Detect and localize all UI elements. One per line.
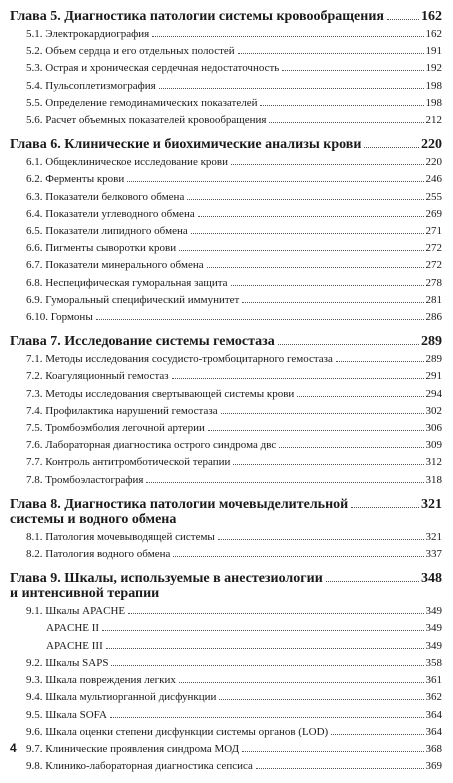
- entry-page-number: 302: [425, 404, 442, 417]
- dot-leader: [106, 648, 424, 649]
- dot-leader: [146, 482, 423, 483]
- dot-leader: [238, 53, 424, 54]
- dot-leader: [231, 285, 424, 286]
- toc-entry: [10, 206, 442, 223]
- dot-leader: [351, 507, 419, 508]
- toc-entry: [10, 386, 442, 403]
- dot-leader: [242, 751, 423, 752]
- entry-title: 9.2. Шкалы SAPS: [26, 656, 109, 669]
- toc-entry: [10, 689, 442, 706]
- toc-entry: [10, 275, 442, 292]
- toc-entry: [10, 309, 442, 326]
- entry-title: 6.1. Общеклиническое исследование крови: [26, 156, 228, 169]
- toc-entry: [10, 437, 442, 454]
- entry-title: APACHE III: [46, 639, 103, 652]
- toc-entry: [10, 171, 442, 188]
- dot-leader: [128, 613, 423, 614]
- entry-page-number: 364: [425, 725, 442, 738]
- entry-title: 7.6. Лабораторная диагностика острого синдрома двс: [26, 439, 277, 452]
- chapter-heading: [10, 497, 442, 527]
- entry-page-number: 198: [425, 79, 442, 92]
- toc-chapter: [10, 571, 442, 775]
- entry-page-number: 272: [425, 242, 442, 255]
- entry-title: 6.5. Показатели липидного обмена: [26, 225, 188, 238]
- entry-page-number: 269: [425, 207, 442, 220]
- chapter-title: Глава 7. Исследование системы гемостаза: [10, 334, 275, 350]
- entry-title: 6.7. Показатели минерального обмена: [26, 259, 204, 272]
- dot-leader: [172, 378, 424, 379]
- toc-entry: [10, 223, 442, 240]
- toc-entry: [10, 603, 442, 620]
- entry-page-number: 369: [425, 760, 442, 773]
- toc-chapter: [10, 497, 442, 563]
- chapter-heading: [10, 334, 442, 349]
- toc-entry: [10, 758, 442, 775]
- entry-page-number: 309: [425, 439, 442, 452]
- toc-chapter: [10, 137, 442, 326]
- dot-leader: [96, 319, 424, 320]
- entry-title: 6.4. Показатели углеводного обмена: [26, 207, 195, 220]
- entry-page-number: 362: [425, 691, 442, 704]
- toc-entry: [10, 351, 442, 368]
- entry-title: 7.4. Профилактика нарушений гемостаза: [26, 404, 218, 417]
- entry-page-number: 294: [425, 387, 442, 400]
- dot-leader: [219, 699, 423, 700]
- toc-entry: [10, 741, 442, 758]
- entry-title: APACHE II: [46, 622, 100, 635]
- dot-leader: [278, 344, 419, 345]
- toc-entry: [10, 368, 442, 385]
- dot-leader: [102, 630, 423, 631]
- entry-title: 6.2. Ферменты крови: [26, 173, 125, 186]
- dot-leader: [242, 302, 423, 303]
- dot-leader: [297, 396, 423, 397]
- chapter-page-number: 162: [421, 9, 442, 24]
- entry-title: 5.5. Определение гемодинамических показателей: [26, 96, 258, 109]
- entry-title: 5.1. Электрокардиография: [26, 28, 150, 40]
- page-number: 4: [10, 741, 17, 755]
- entry-page-number: 289: [425, 353, 442, 366]
- entry-page-number: 318: [425, 473, 442, 486]
- toc-entry: [10, 60, 442, 77]
- chapter-title: Глава 5. Диагностика патологии системы кровообращения: [10, 9, 384, 24]
- entry-title: 5.4. Пульсоплетизмография: [26, 79, 156, 92]
- dot-leader: [279, 447, 423, 448]
- chapter-title: Глава 9. Шкалы, используемые в анестезиологии и интенсивной терапии: [10, 571, 323, 602]
- chapter-heading: [10, 571, 442, 601]
- entry-title: 7.1. Методы исследования сосудисто-тромбоцитарного гемостаза: [26, 353, 333, 366]
- dot-leader: [256, 768, 424, 769]
- entry-page-number: 278: [425, 276, 442, 289]
- chapter-heading: [10, 137, 442, 152]
- toc-entry: [10, 403, 442, 420]
- entry-title: 7.2. Коагуляционный гемостаз: [26, 370, 169, 383]
- entry-page-number: 349: [425, 622, 442, 635]
- dot-leader: [326, 581, 419, 582]
- entry-title: 7.3. Методы исследования свертывающей системы крови: [26, 387, 295, 400]
- toc-entry: [10, 189, 442, 206]
- entry-title: 9.6. Шкала оценки степени дисфункции системы органов (LOD): [26, 725, 329, 738]
- entry-page-number: 312: [425, 456, 442, 469]
- entry-title: 5.3. Острая и хроническая сердечная недостаточность: [26, 62, 280, 75]
- entry-page-number: 272: [425, 259, 442, 272]
- entry-page-number: 349: [425, 605, 442, 618]
- toc-entry: [10, 454, 442, 471]
- dot-leader: [173, 556, 423, 557]
- dot-leader: [191, 233, 424, 234]
- entry-page-number: 286: [425, 311, 442, 324]
- entry-title: 9.3. Шкала повреждения легких: [26, 674, 176, 687]
- dot-leader: [152, 36, 423, 37]
- entry-title: 9.5. Шкала SOFA: [26, 708, 107, 721]
- toc-entry: [10, 620, 442, 637]
- dot-leader: [127, 181, 423, 182]
- dot-leader: [221, 413, 424, 414]
- dot-leader: [233, 464, 423, 465]
- dot-leader: [387, 19, 419, 20]
- entry-page-number: 361: [425, 674, 442, 687]
- toc-entry: [10, 43, 442, 60]
- toc-entry: [10, 420, 442, 437]
- entry-title: 9.8. Клинико-лабораторная диагностика сепсиса: [26, 760, 253, 773]
- toc-chapter: [10, 9, 442, 129]
- dot-leader: [111, 665, 423, 666]
- entry-page-number: 212: [425, 114, 442, 127]
- entry-page-number: 246: [425, 173, 442, 186]
- chapter-heading: [10, 9, 442, 24]
- chapter-title: Глава 6. Клинические и биохимические анализы крови: [10, 137, 362, 153]
- entry-page-number: 191: [425, 45, 442, 58]
- entry-title: 9.1. Шкалы APACHE: [26, 605, 126, 618]
- entry-page-number: 255: [425, 190, 442, 203]
- entry-title: 9.4. Шкала мультиорганной дисфункции: [26, 691, 217, 704]
- entry-page-number: 281: [425, 293, 442, 306]
- chapter-page-number: 321: [421, 496, 442, 512]
- entry-page-number: 321: [425, 530, 442, 543]
- dot-leader: [364, 147, 419, 148]
- toc-entry: [10, 638, 442, 655]
- table-of-contents: [10, 9, 442, 783]
- dot-leader: [231, 164, 424, 165]
- dot-leader: [260, 105, 423, 106]
- toc-entry: [10, 95, 442, 112]
- entry-title: 6.3. Показатели белкового обмена: [26, 190, 185, 203]
- toc-entry: [10, 78, 442, 95]
- entry-title: 6.10. Гормоны: [26, 311, 93, 324]
- toc-entry: [10, 655, 442, 672]
- entry-page-number: 368: [425, 742, 442, 755]
- toc-entry: [10, 257, 442, 274]
- entry-title: 6.9. Гуморальный специфический иммунитет: [26, 293, 240, 306]
- chapter-title: Глава 8. Диагностика патологии мочевыделительной системы и водного обмена: [10, 496, 349, 527]
- chapter-page-number: 289: [421, 334, 442, 350]
- entry-page-number: 364: [425, 708, 442, 721]
- entry-page-number: 271: [425, 225, 442, 238]
- toc-entry: [10, 26, 442, 43]
- dot-leader: [282, 70, 423, 71]
- dot-leader: [110, 717, 424, 718]
- dot-leader: [218, 539, 424, 540]
- toc-entry: [10, 672, 442, 689]
- dot-leader: [207, 267, 424, 268]
- entry-title: 7.7. Контроль антитромботической терапии: [26, 456, 231, 469]
- entry-page-number: 198: [425, 96, 442, 109]
- entry-title: 9.7. Клинические проявления синдрома МОД: [26, 742, 240, 755]
- entry-title: 6.6. Пигменты сыворотки крови: [26, 242, 177, 255]
- toc-entry: [10, 529, 442, 546]
- toc-entry: [10, 112, 442, 129]
- dot-leader: [159, 88, 424, 89]
- chapter-page-number: 348: [421, 571, 442, 587]
- entry-title: 7.8. Тромбоэластография: [26, 473, 144, 486]
- toc-entry: [10, 292, 442, 309]
- entry-page-number: 291: [425, 370, 442, 383]
- toc-chapter: [10, 334, 442, 489]
- dot-leader: [208, 430, 424, 431]
- toc-entry: [10, 154, 442, 171]
- dot-leader: [331, 734, 423, 735]
- entry-title: 5.2. Объем сердца и его отдельных полостей: [26, 45, 235, 58]
- dot-leader: [179, 682, 424, 683]
- dot-leader: [179, 250, 423, 251]
- entry-page-number: 192: [425, 62, 442, 75]
- entry-page-number: 349: [425, 639, 442, 652]
- entry-page-number: 220: [425, 156, 442, 169]
- entry-page-number: 162: [425, 28, 442, 40]
- entry-title: 8.2. Патология водного обмена: [26, 548, 171, 561]
- toc-entry: [10, 724, 442, 741]
- toc-entry: [10, 546, 442, 563]
- dot-leader: [187, 199, 423, 200]
- dot-leader: [336, 361, 424, 362]
- chapter-page-number: 220: [421, 137, 442, 153]
- entry-title: 6.8. Неспецифическая гуморальная защита: [26, 276, 228, 289]
- toc-entry: [10, 240, 442, 257]
- dot-leader: [269, 122, 423, 123]
- entry-page-number: 337: [425, 548, 442, 561]
- toc-entry: [10, 472, 442, 489]
- entry-title: 8.1. Патология мочевыводящей системы: [26, 530, 215, 543]
- entry-title: 5.6. Расчет объемных показателей кровообращения: [26, 114, 267, 127]
- entry-page-number: 358: [425, 656, 442, 669]
- entry-title: 7.5. Тромбоэмболия легочной артерии: [26, 422, 205, 435]
- dot-leader: [198, 216, 424, 217]
- entry-page-number: 306: [425, 422, 442, 435]
- toc-entry: [10, 707, 442, 724]
